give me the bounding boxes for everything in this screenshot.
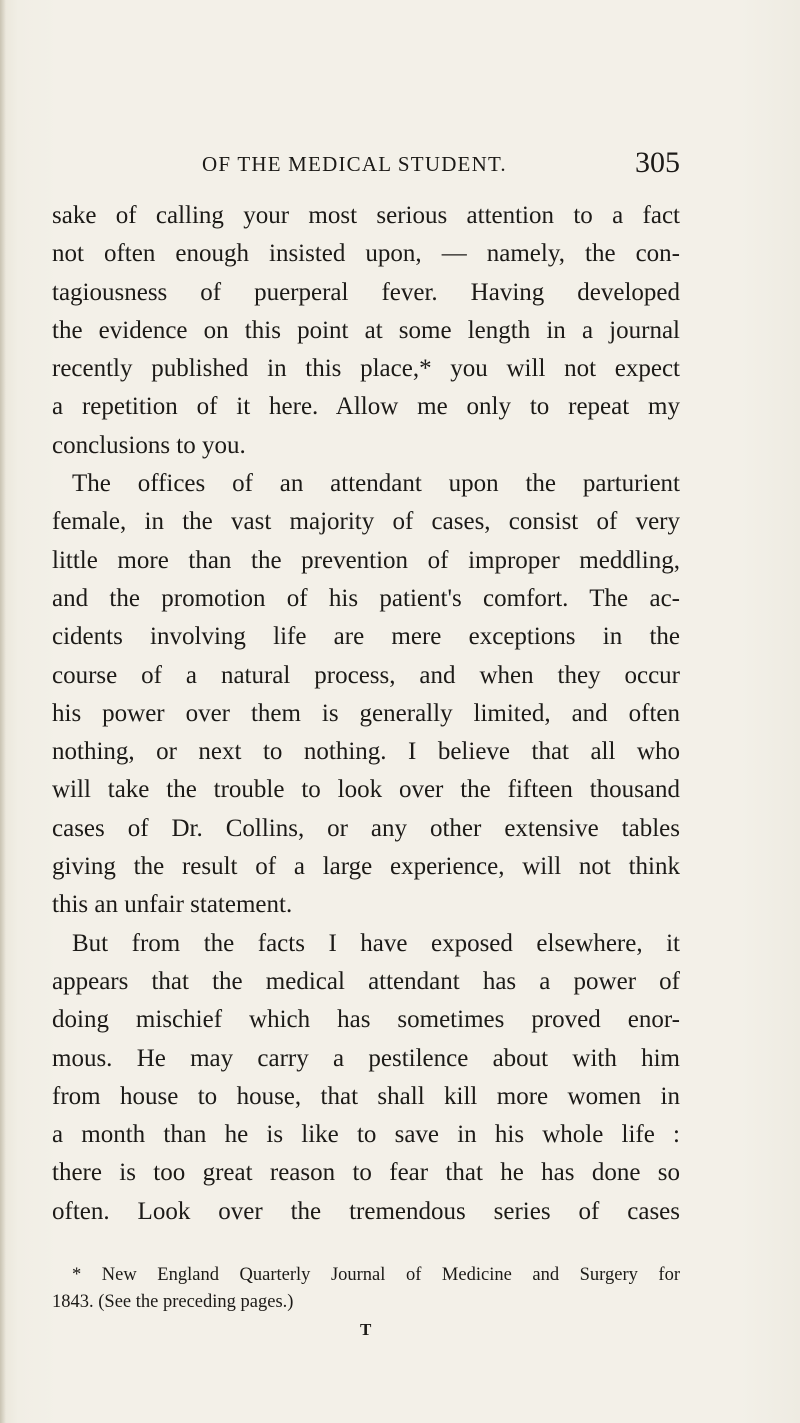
footnote: [52, 1262, 680, 1316]
text-line: appears that the medical attendant has a power of: [52, 967, 680, 995]
text-line: a repetition of it here. Allow me only to repeat my: [52, 393, 680, 421]
text-line: nothing, or next to nothing. I believe that all who: [52, 738, 680, 766]
text-line: his power over them is generally limited, and often: [52, 699, 680, 727]
text-line: course of a natural process, and when they occur: [52, 661, 680, 689]
text-line: giving the result of a large experience, will not think: [52, 853, 680, 881]
text-line: often. Look over the tremendous series of cases: [52, 1197, 680, 1225]
text-line: this an unfair statement.: [52, 891, 293, 919]
body-text: [52, 197, 680, 1231]
footnote-line: * New England Quarterly Journal of Medicine and Surgery for: [72, 1265, 680, 1285]
text-line: cases of Dr. Collins, or any other extensive tables: [52, 814, 680, 842]
signature-mark: T: [360, 1320, 372, 1339]
text-line: there is too great reason to fear that he has done so: [52, 1159, 680, 1187]
running-title: OF THE MEDICAL STUDENT.: [202, 152, 507, 176]
text-line: sake of calling your most serious attention to a fact: [52, 202, 680, 229]
page-number: 305: [635, 146, 680, 179]
text-line: little more than the prevention of improper meddling,: [52, 546, 680, 574]
page-binding-shadow: [0, 0, 6, 1423]
text-line: conclusions to you.: [52, 431, 246, 459]
text-line: from house to house, that shall kill more women in: [52, 1082, 680, 1110]
text-line: and the promotion of his patient's comfort. The ac-: [52, 584, 680, 612]
text-line: mous. He may carry a pestilence about with him: [52, 1044, 680, 1072]
text-line: But from the facts I have exposed elsewhere, it: [72, 929, 680, 957]
text-line: female, in the vast majority of cases, consist of very: [52, 508, 680, 536]
text-line: the evidence on this point at some length in a journal: [52, 316, 680, 344]
text-line: cidents involving life are mere exceptions in the: [52, 623, 680, 651]
text-line: not often enough insisted upon, — namely, the con-: [52, 240, 680, 268]
text-line: doing mischief which has sometimes proved enor-: [52, 1006, 680, 1034]
text-line: tagiousness of puerperal fever. Having developed: [52, 278, 680, 306]
text-line: a month than he is like to save in his whole life :: [52, 1121, 680, 1149]
text-line: will take the trouble to look over the fifteen thousand: [52, 776, 680, 804]
footnote-line: 1843. (See the preceding pages.): [52, 1292, 294, 1312]
text-line: recently published in this place,* you will not expect: [52, 355, 680, 383]
text-line: The offices of an attendant upon the parturient: [72, 470, 680, 498]
running-head: [52, 146, 680, 182]
